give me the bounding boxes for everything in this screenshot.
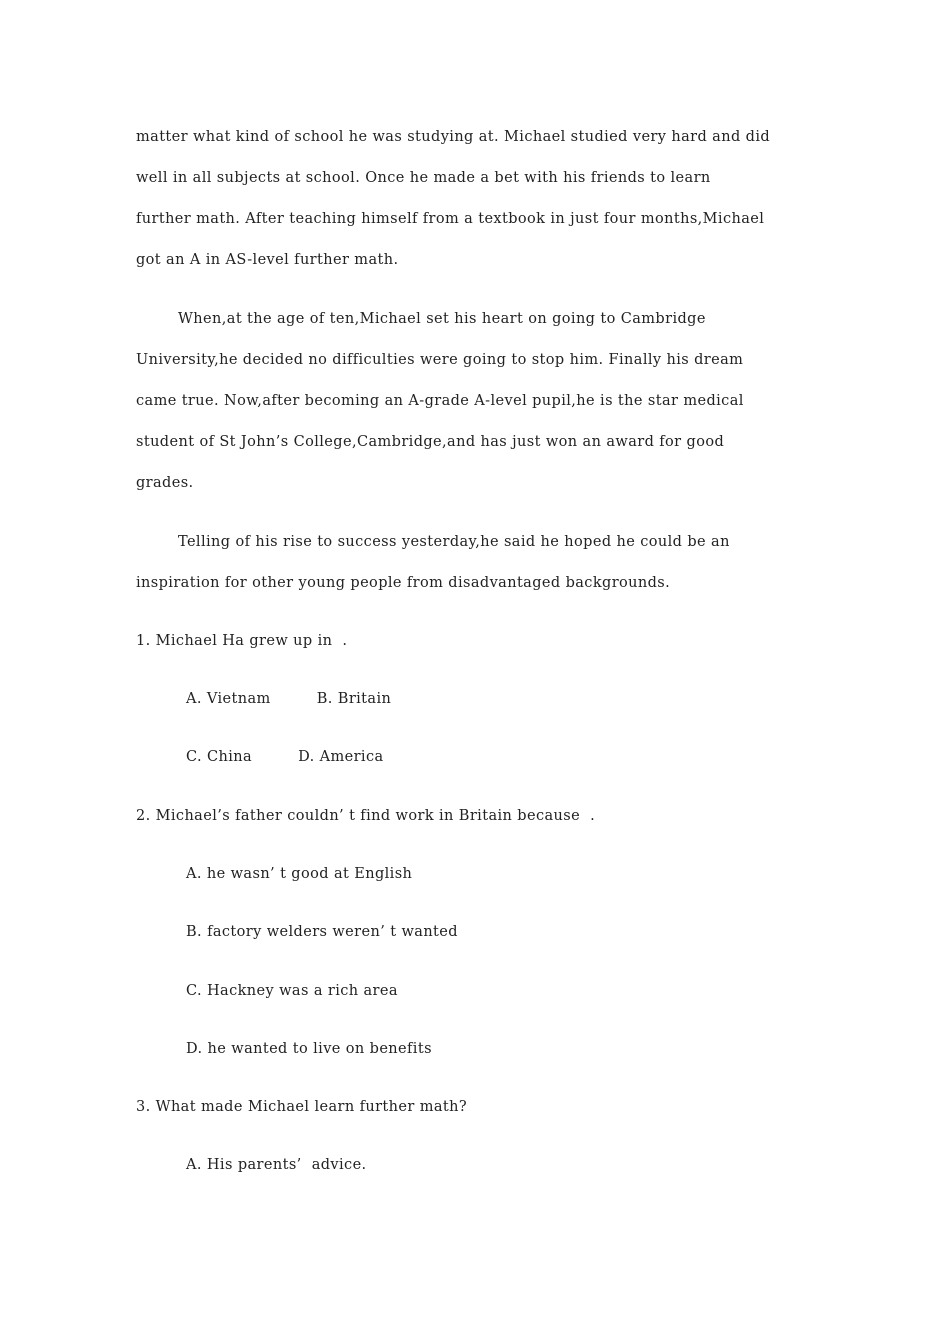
option-b: B. Britain bbox=[316, 691, 392, 707]
option-c: C. Hackney was a rich area bbox=[186, 983, 398, 999]
question-stem: 2. Michael’s father couldn’ t find work in Britain because . bbox=[136, 808, 596, 824]
passage-line: inspiration for other young people from disadvantaged backgrounds. bbox=[136, 575, 671, 591]
option-d: D. America bbox=[298, 749, 384, 765]
option-c: C. China bbox=[186, 749, 253, 765]
passage-line: came true. Now,after becoming an A-grade A-level pupil,he is the star medical bbox=[136, 393, 744, 409]
option-row bbox=[186, 750, 384, 765]
passage-line: University,he decided no difficulties were going to stop him. Finally his dream bbox=[136, 352, 744, 368]
passage-line: well in all subjects at school. Once he made a bet with his friends to learn bbox=[136, 170, 711, 186]
passage-line: grades. bbox=[136, 475, 194, 491]
passage-line: student of St John’s College,Cambridge,and has just won an award for good bbox=[136, 434, 725, 450]
passage-line: Telling of his rise to success yesterday,he said he hoped he could be an bbox=[178, 534, 730, 550]
option-a: A. he wasn’ t good at English bbox=[186, 866, 413, 882]
passage-line: further math. After teaching himself from a textbook in just four months,Michael bbox=[136, 211, 765, 227]
option-a: A. His parents’ advice. bbox=[186, 1157, 367, 1173]
question-stem: 1. Michael Ha grew up in . bbox=[136, 633, 348, 649]
passage-line: matter what kind of school he was studying at. Michael studied very hard and did bbox=[136, 129, 771, 145]
option-b: B. factory welders weren’ t wanted bbox=[186, 924, 458, 940]
option-a: A. Vietnam bbox=[186, 691, 271, 707]
passage-line: When,at the age of ten,Michael set his heart on going to Cambridge bbox=[178, 311, 706, 327]
option-d: D. he wanted to live on benefits bbox=[186, 1041, 432, 1057]
option-row bbox=[186, 692, 391, 707]
question-stem: 3. What made Michael learn further math? bbox=[136, 1099, 468, 1115]
passage-line: got an A in AS-level further math. bbox=[136, 252, 399, 268]
